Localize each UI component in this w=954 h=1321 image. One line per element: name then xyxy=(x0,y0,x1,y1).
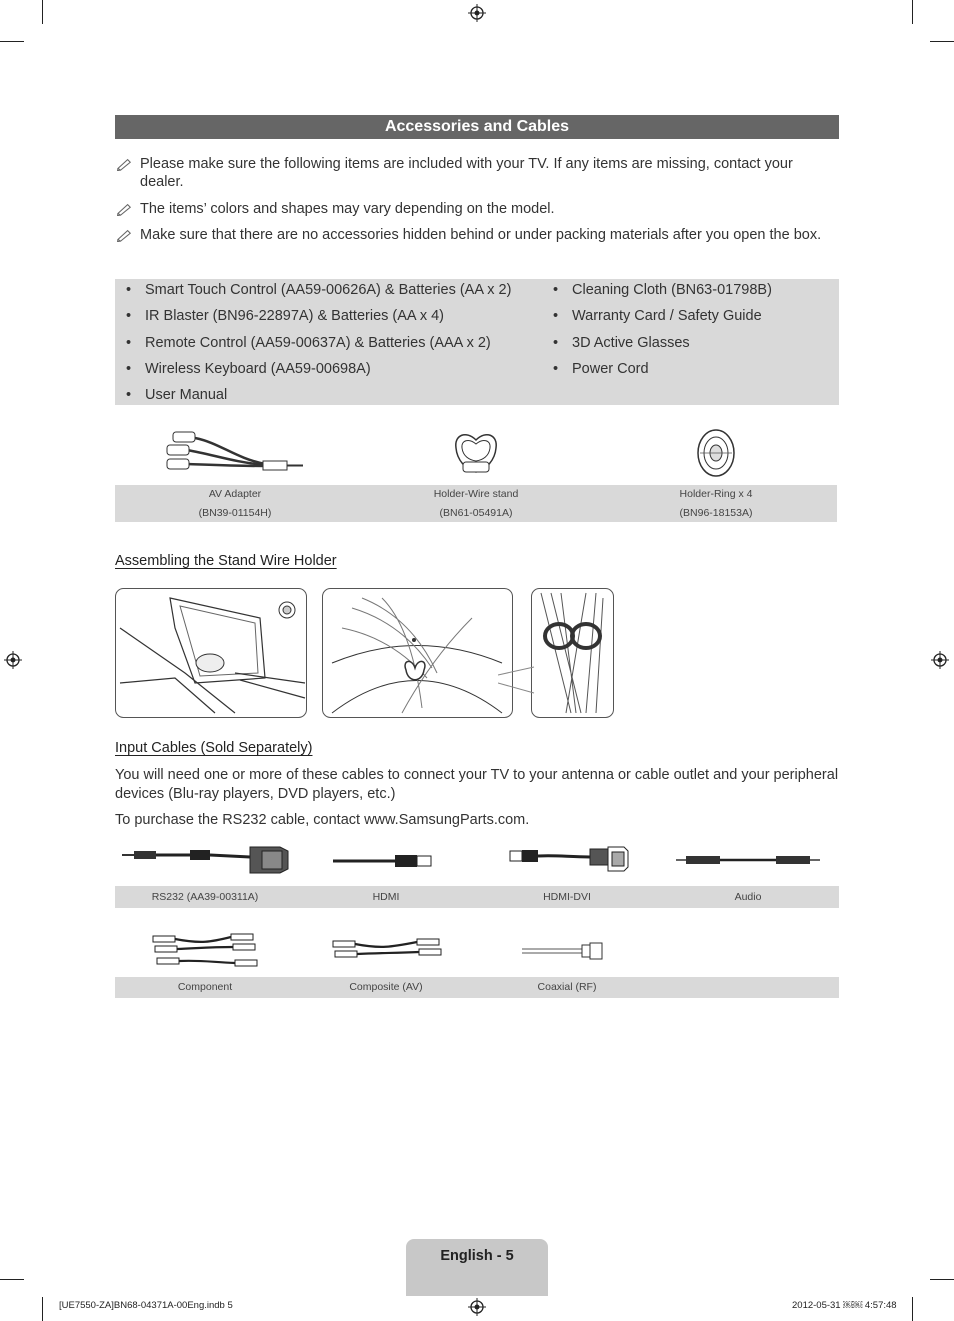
hdmi-dvi-cable-illustration xyxy=(508,843,630,875)
cable-caption: Audio xyxy=(734,891,762,903)
cable-caption: Composite (AV) xyxy=(349,981,423,993)
registration-mark-icon xyxy=(468,4,486,22)
note-3 xyxy=(115,226,839,266)
list-item: • User Manual xyxy=(115,386,511,412)
pencil-note-icon xyxy=(115,202,135,216)
part-caption xyxy=(135,485,335,523)
note-text: Please make sure the following items are included with your TV. If any items are missing, contact your dealer. xyxy=(140,156,793,190)
list-item: • Cleaning Cloth (BN63-01798B) xyxy=(542,281,772,307)
crop-mark xyxy=(930,1279,954,1280)
stand-back-illustration xyxy=(115,588,307,718)
registration-mark-icon xyxy=(468,1298,486,1316)
zoom-connector-lines xyxy=(498,665,536,695)
part-caption xyxy=(616,485,816,523)
audio-cable-illustration xyxy=(676,851,820,869)
input-cables-heading: Input Cables (Sold Separately) xyxy=(115,740,313,756)
cable-caption: HDMI xyxy=(372,891,400,903)
cable-caption: HDMI-DVI xyxy=(543,891,591,903)
note-text: The items’ colors and shapes may vary depending on the model. xyxy=(140,201,555,217)
part-name: Holder-Ring x 4 xyxy=(679,488,753,500)
list-item: • Remote Control (AA59-00637A) & Batteries (AAA x 2) xyxy=(115,334,511,360)
crop-mark xyxy=(42,1297,43,1321)
part-code: (BN61-05491A) xyxy=(439,507,513,519)
part-caption xyxy=(376,485,576,523)
rs232-purchase-paragraph: To purchase the RS232 cable, contact www.SamsungParts.com. xyxy=(115,812,530,828)
crop-mark xyxy=(912,0,913,24)
list-item: • Power Cord xyxy=(542,360,772,386)
parts-caption-band xyxy=(115,485,837,522)
registration-mark-icon xyxy=(931,651,949,669)
page-number-tab xyxy=(406,1239,548,1296)
crop-mark xyxy=(930,41,954,42)
coaxial-cable-illustration xyxy=(522,940,604,962)
rs232-cable-illustration xyxy=(120,843,292,875)
part-code: (BN96-18153A) xyxy=(679,507,753,519)
accessories-right-column xyxy=(542,281,772,386)
page-number: English - 5 xyxy=(440,1248,514,1264)
cable-caption: Component xyxy=(177,981,233,993)
composite-cable-illustration xyxy=(331,935,443,965)
pencil-note-icon xyxy=(115,228,135,242)
holder-ring-closeup-illustration xyxy=(531,588,614,718)
assembling-heading: Assembling the Stand Wire Holder xyxy=(115,553,337,569)
crop-mark xyxy=(912,1297,913,1321)
note-text: Make sure that there are no accessories hidden behind or under packing materials after you open the box. xyxy=(140,227,822,243)
accessories-box xyxy=(115,279,839,405)
list-item: • IR Blaster (BN96-22897A) & Batteries (AA x 4) xyxy=(115,307,511,333)
cables-caption-band-1 xyxy=(115,886,839,908)
part-name: Holder-Wire stand xyxy=(433,488,519,500)
cables-caption-band-2 xyxy=(115,977,839,998)
pencil-note-icon xyxy=(115,157,135,171)
crop-mark xyxy=(0,41,24,42)
list-item: • Warranty Card / Safety Guide xyxy=(542,307,772,333)
note-2 xyxy=(115,200,839,220)
holder-ring-illustration xyxy=(695,428,737,478)
section-title: Accessories and Cables xyxy=(115,115,839,139)
cable-caption: Coaxial (RF) xyxy=(537,981,597,993)
print-slug-left: [UE7550-ZA]BN68-04371A-00Eng.indb 5 xyxy=(59,1300,233,1311)
av-adapter-illustration xyxy=(165,428,307,476)
note-1 xyxy=(115,155,839,195)
holder-wire-stand-illustration xyxy=(451,430,501,476)
input-cables-paragraph: You will need one or more of these cables to connect your TV to your antenna or cable outlet and your peripheral devices (Blu-ray players, DVD players, etc.) xyxy=(115,767,839,802)
print-slug-right: 2012-05-31 ￼￼ 4:57:48 xyxy=(792,1300,897,1311)
registration-mark-icon xyxy=(4,651,22,669)
crop-mark xyxy=(42,0,43,24)
wire-holder-illustration xyxy=(322,588,513,718)
component-cable-illustration xyxy=(151,930,261,972)
part-code: (BN39-01154H) xyxy=(198,507,272,519)
cable-caption: RS232 (AA39-00311A) xyxy=(151,891,259,903)
part-name: AV Adapter xyxy=(208,488,262,500)
list-item: • Smart Touch Control (AA59-00626A) & Batteries (AA x 2) xyxy=(115,281,511,307)
list-item: • Wireless Keyboard (AA59-00698A) xyxy=(115,360,511,386)
accessories-left-column xyxy=(115,281,511,412)
list-item: • 3D Active Glasses xyxy=(542,334,772,360)
crop-mark xyxy=(0,1279,24,1280)
hdmi-cable-illustration xyxy=(333,850,435,872)
